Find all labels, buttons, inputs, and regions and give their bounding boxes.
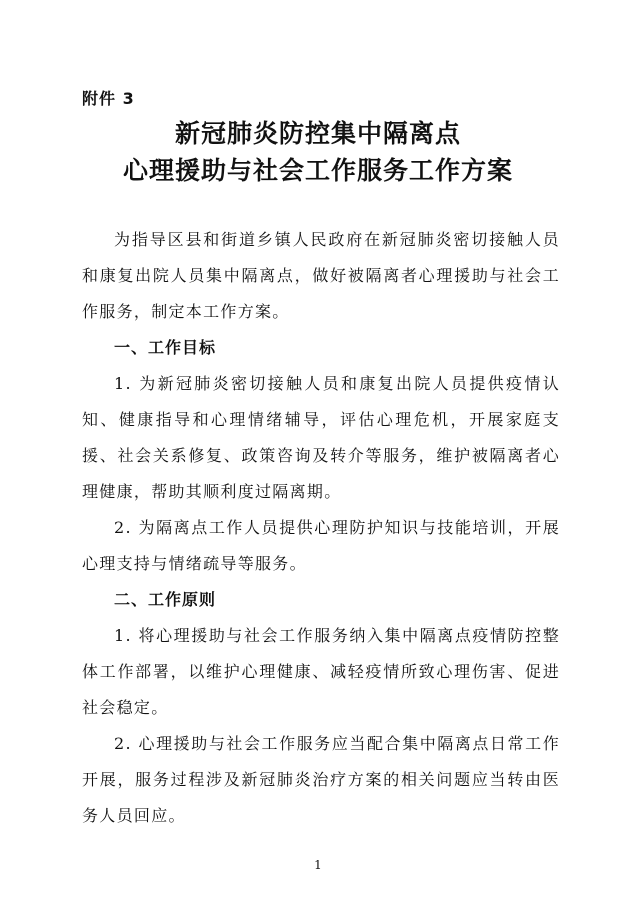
section-heading-goals: 一、工作目标 — [114, 338, 217, 357]
intro-paragraph: 为指导区县和街道乡镇人民政府在新冠肺炎密切接触人员和康复出院人员集中隔离点，做好被隔离者心理援助与社会工作服务，制定本工作方案。 — [82, 230, 560, 321]
document-title-line-1: 新冠肺炎防控集中隔离点 — [174, 119, 461, 148]
principle-item-2: 2. 心理援助与社会工作服务应当配合集中隔离点日常工作开展，服务过程涉及新冠肺炎治疗方案的相关问题应当转由医务人员回应。 — [82, 734, 560, 825]
annex-label: 附件 3 — [82, 89, 135, 108]
document-title-line-2: 心理援助与社会工作服务工作方案 — [122, 156, 513, 185]
page-number: 1 — [314, 858, 322, 872]
goal-item-1: 1. 为新冠肺炎密切接触人员和康复出院人员提供疫情认知、健康指导和心理情绪辅导，评估心理危机，开展家庭支援、社会关系修复、政策咨询及转介等服务，维护被隔离者心理健康，帮助其顺利度过隔离期。 — [82, 374, 560, 501]
section-heading-principles: 二、工作原则 — [114, 590, 217, 609]
goal-item-2: 2. 为隔离点工作人员提供心理防护知识与技能培训，开展心理支持与情绪疏导等服务。 — [82, 518, 560, 573]
principle-item-1: 1. 将心理援助与社会工作服务纳入集中隔离点疫情防控整体工作部署，以维护心理健康、减轻疫情所致心理伤害、促进社会稳定。 — [82, 626, 560, 717]
